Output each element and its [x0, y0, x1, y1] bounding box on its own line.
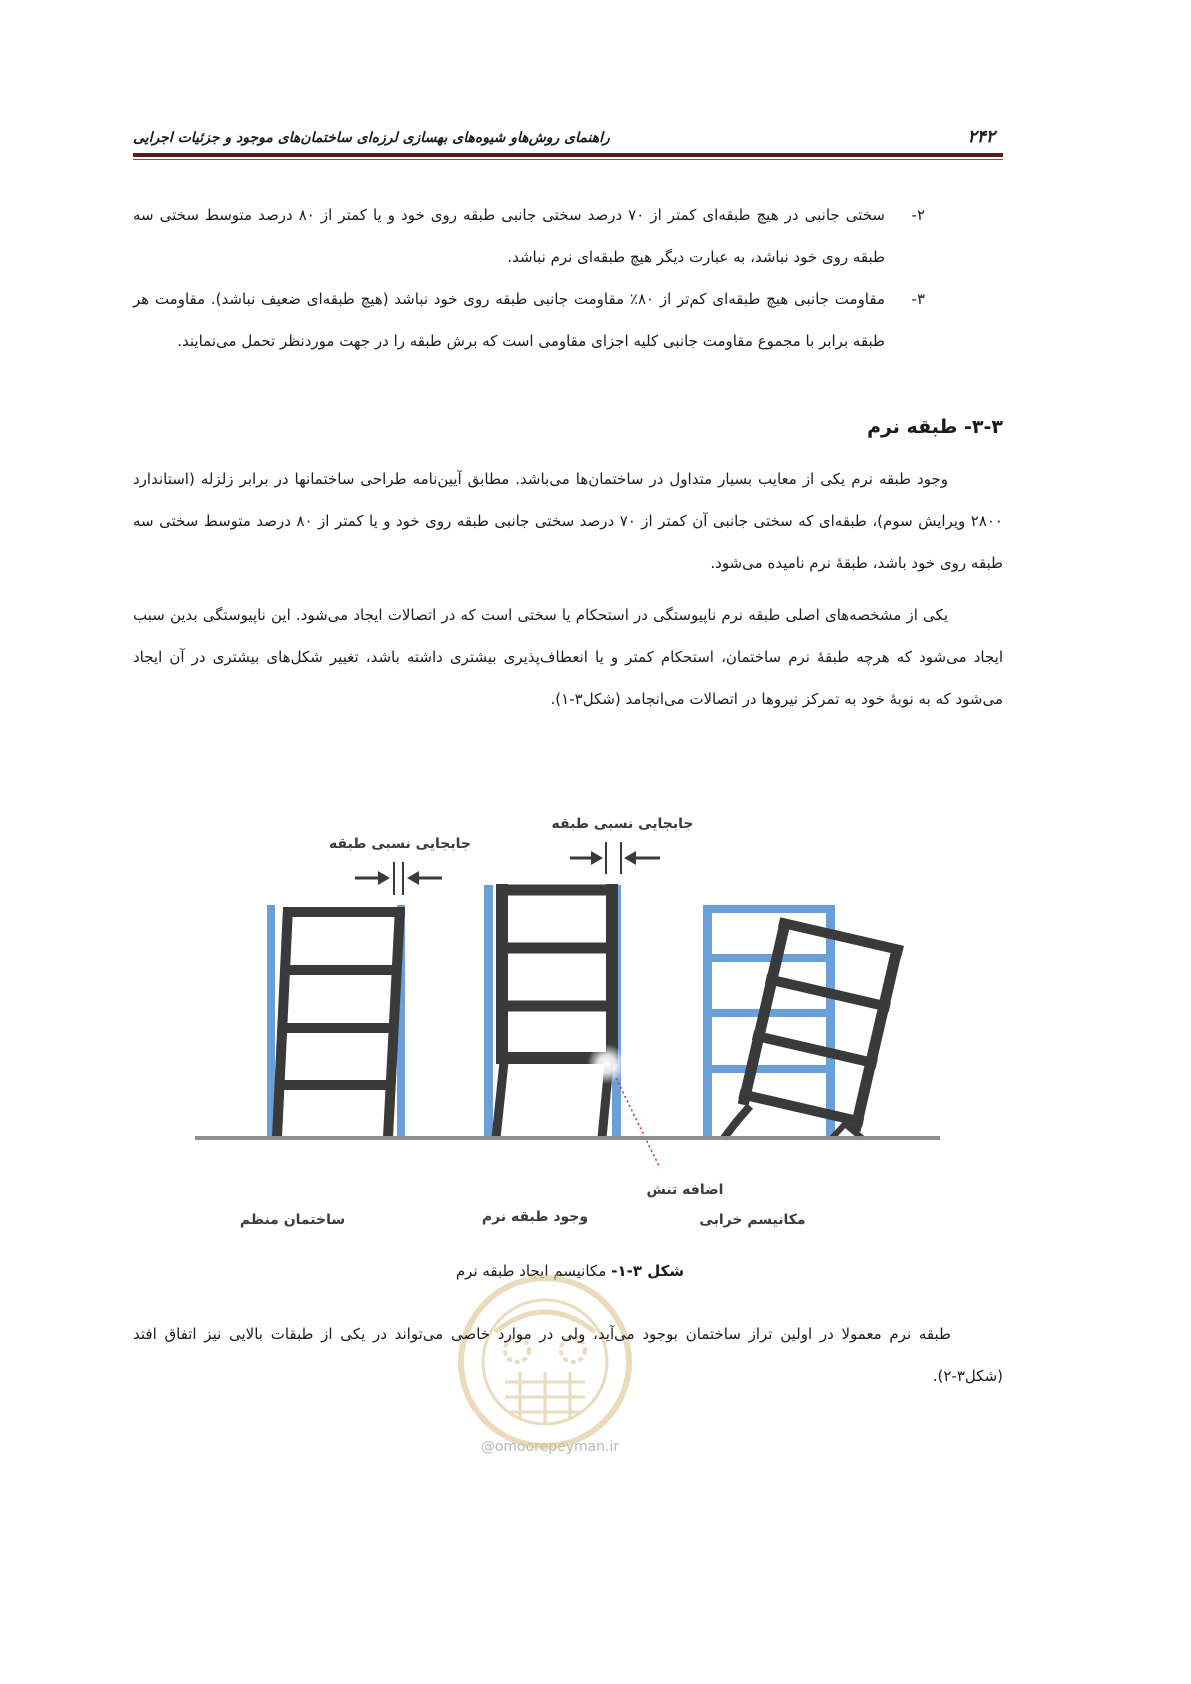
- caption-title: مکانیسم ایجاد طبقه نرم: [455, 1262, 607, 1280]
- drift-arrows-soft-story: [570, 842, 660, 874]
- frame-beam: [779, 922, 903, 951]
- overstress-label: اضافه تنش: [646, 1182, 724, 1198]
- section-heading: ۳-۳- طبقه نرم: [867, 416, 1003, 438]
- soft-story-figure: [180, 800, 960, 1250]
- soft-story-column: [496, 1062, 504, 1138]
- list-item-number: ۳-: [911, 290, 925, 308]
- list-item-number: ۲-: [911, 206, 925, 224]
- list-item: [133, 194, 925, 278]
- header-rule: [133, 153, 1003, 157]
- drift-label-regular: جابجایی نسبی طبقه: [329, 836, 471, 852]
- original-column: [703, 905, 712, 1138]
- original-column: [484, 885, 493, 1138]
- list-item: [133, 278, 925, 362]
- frame-column: [855, 945, 898, 1130]
- caption-number: شکل ۳-۱-: [611, 1262, 685, 1280]
- paragraph: یکی از مشخصه‌های اصلی طبقه نرم ناپیوستگی در استحکام یا سختی است که در اتصالات ایجاد می‌شود. این ناپیوستگی بدین سبب ایجاد می‌شود که هرچه طبقهٔ نرم ساختمان، استحکام کمتر و یا انعطاف‌پذیری بیشتری داشته باشد، تغییر شکل‌های بیشتری در آن ایجاد می‌شود که به نوبهٔ خود به تمرکز نیروها در اتصالات می‌انجامد (شکل۳-۱).: [133, 606, 1003, 708]
- frame-beam: [739, 1094, 863, 1123]
- broken-column: [724, 1106, 750, 1138]
- frame-beam: [753, 1035, 877, 1064]
- paragraph: طبقه نرم معمولا در اولین تراز ساختمان بوجود می‌آید، ولی در موارد خاصی می‌تواند در یکی از طبقات بالایی نیز اتفاق افتد (شکل۳-۲).: [133, 1325, 1003, 1385]
- soft-story-label: وجود طبقه نرم: [481, 1209, 589, 1225]
- arrow-head: [407, 871, 419, 885]
- drift-arrows-regular: [355, 862, 442, 895]
- list-item-text: مقاومت جانبی هیچ طبقه‌ای کم‌تر از ۸۰٪ مقاومت جانبی طبقه روی خود نباشد (هیچ طبقه‌ای ضعیف نباشد). مقاومت هر طبقه برابر با مجموع مقاومت جانبی کلیه اجزای مقاومی است که برش طبقه را در جهت موردنظر تحمل می‌نمایند.: [133, 290, 885, 350]
- drift-label-soft-story: جابجایی نسبی طبقه: [551, 816, 694, 832]
- regular-building-label: ساختمان منظم: [239, 1212, 346, 1228]
- list-item-text: سختی جانبی در هیچ طبقه‌ای کمتر از ۷۰ درصد سختی جانبی طبقه روی خود و یا کمتر از ۸۰ درصد متوسط سختی سه طبقه روی خود نباشد، به عبارت دیگر هیچ طبقه‌ای نرم نباشد.: [133, 206, 885, 266]
- requirements-list: [133, 194, 1003, 362]
- regular-building: [267, 905, 405, 1138]
- stress-glow: [587, 1044, 627, 1084]
- failure-mechanism-label: مکانیسم خرابی: [699, 1212, 806, 1228]
- original-column: [826, 905, 835, 1138]
- watermark-url: @omoorepeyman.ir: [480, 1439, 620, 1455]
- frame-column: [277, 908, 288, 1137]
- failure-mechanism-building: [703, 905, 904, 1138]
- collapsed-frame: [737, 918, 903, 1132]
- arrow-head: [378, 871, 390, 885]
- main-text: [133, 194, 1003, 720]
- arrow-head: [591, 851, 603, 865]
- running-header-title: راهنمای روش‌هاو شیوه‌های بهسازی لرزه‌ای ساختمان‌های موجود و جزئیات اجرایی: [133, 130, 610, 146]
- header-rule-thin: [133, 159, 1003, 160]
- paragraph: وجود طبقه نرم یکی از معایب بسیار متداول در ساختمان‌ها می‌باشد. مطابق آیین‌نامه طراحی ساختمانها در برابر زلزله (استاندارد ۲۸۰۰ ویرایش سوم)، طبقه‌ای که سختی جانبی آن کمتر از ۷۰ درصد سختی جانبی طبقه روی خود و یا کمتر از ۸۰ درصد متوسط سختی سه طبقه روی خود باشد، طبقهٔ نرم نامیده می‌شود.: [133, 470, 1003, 572]
- soft-story-building: [484, 884, 660, 1168]
- page-number: ۲۴۲: [967, 127, 995, 147]
- overstress-leader-line: [616, 1078, 660, 1168]
- arrow-head: [624, 851, 636, 865]
